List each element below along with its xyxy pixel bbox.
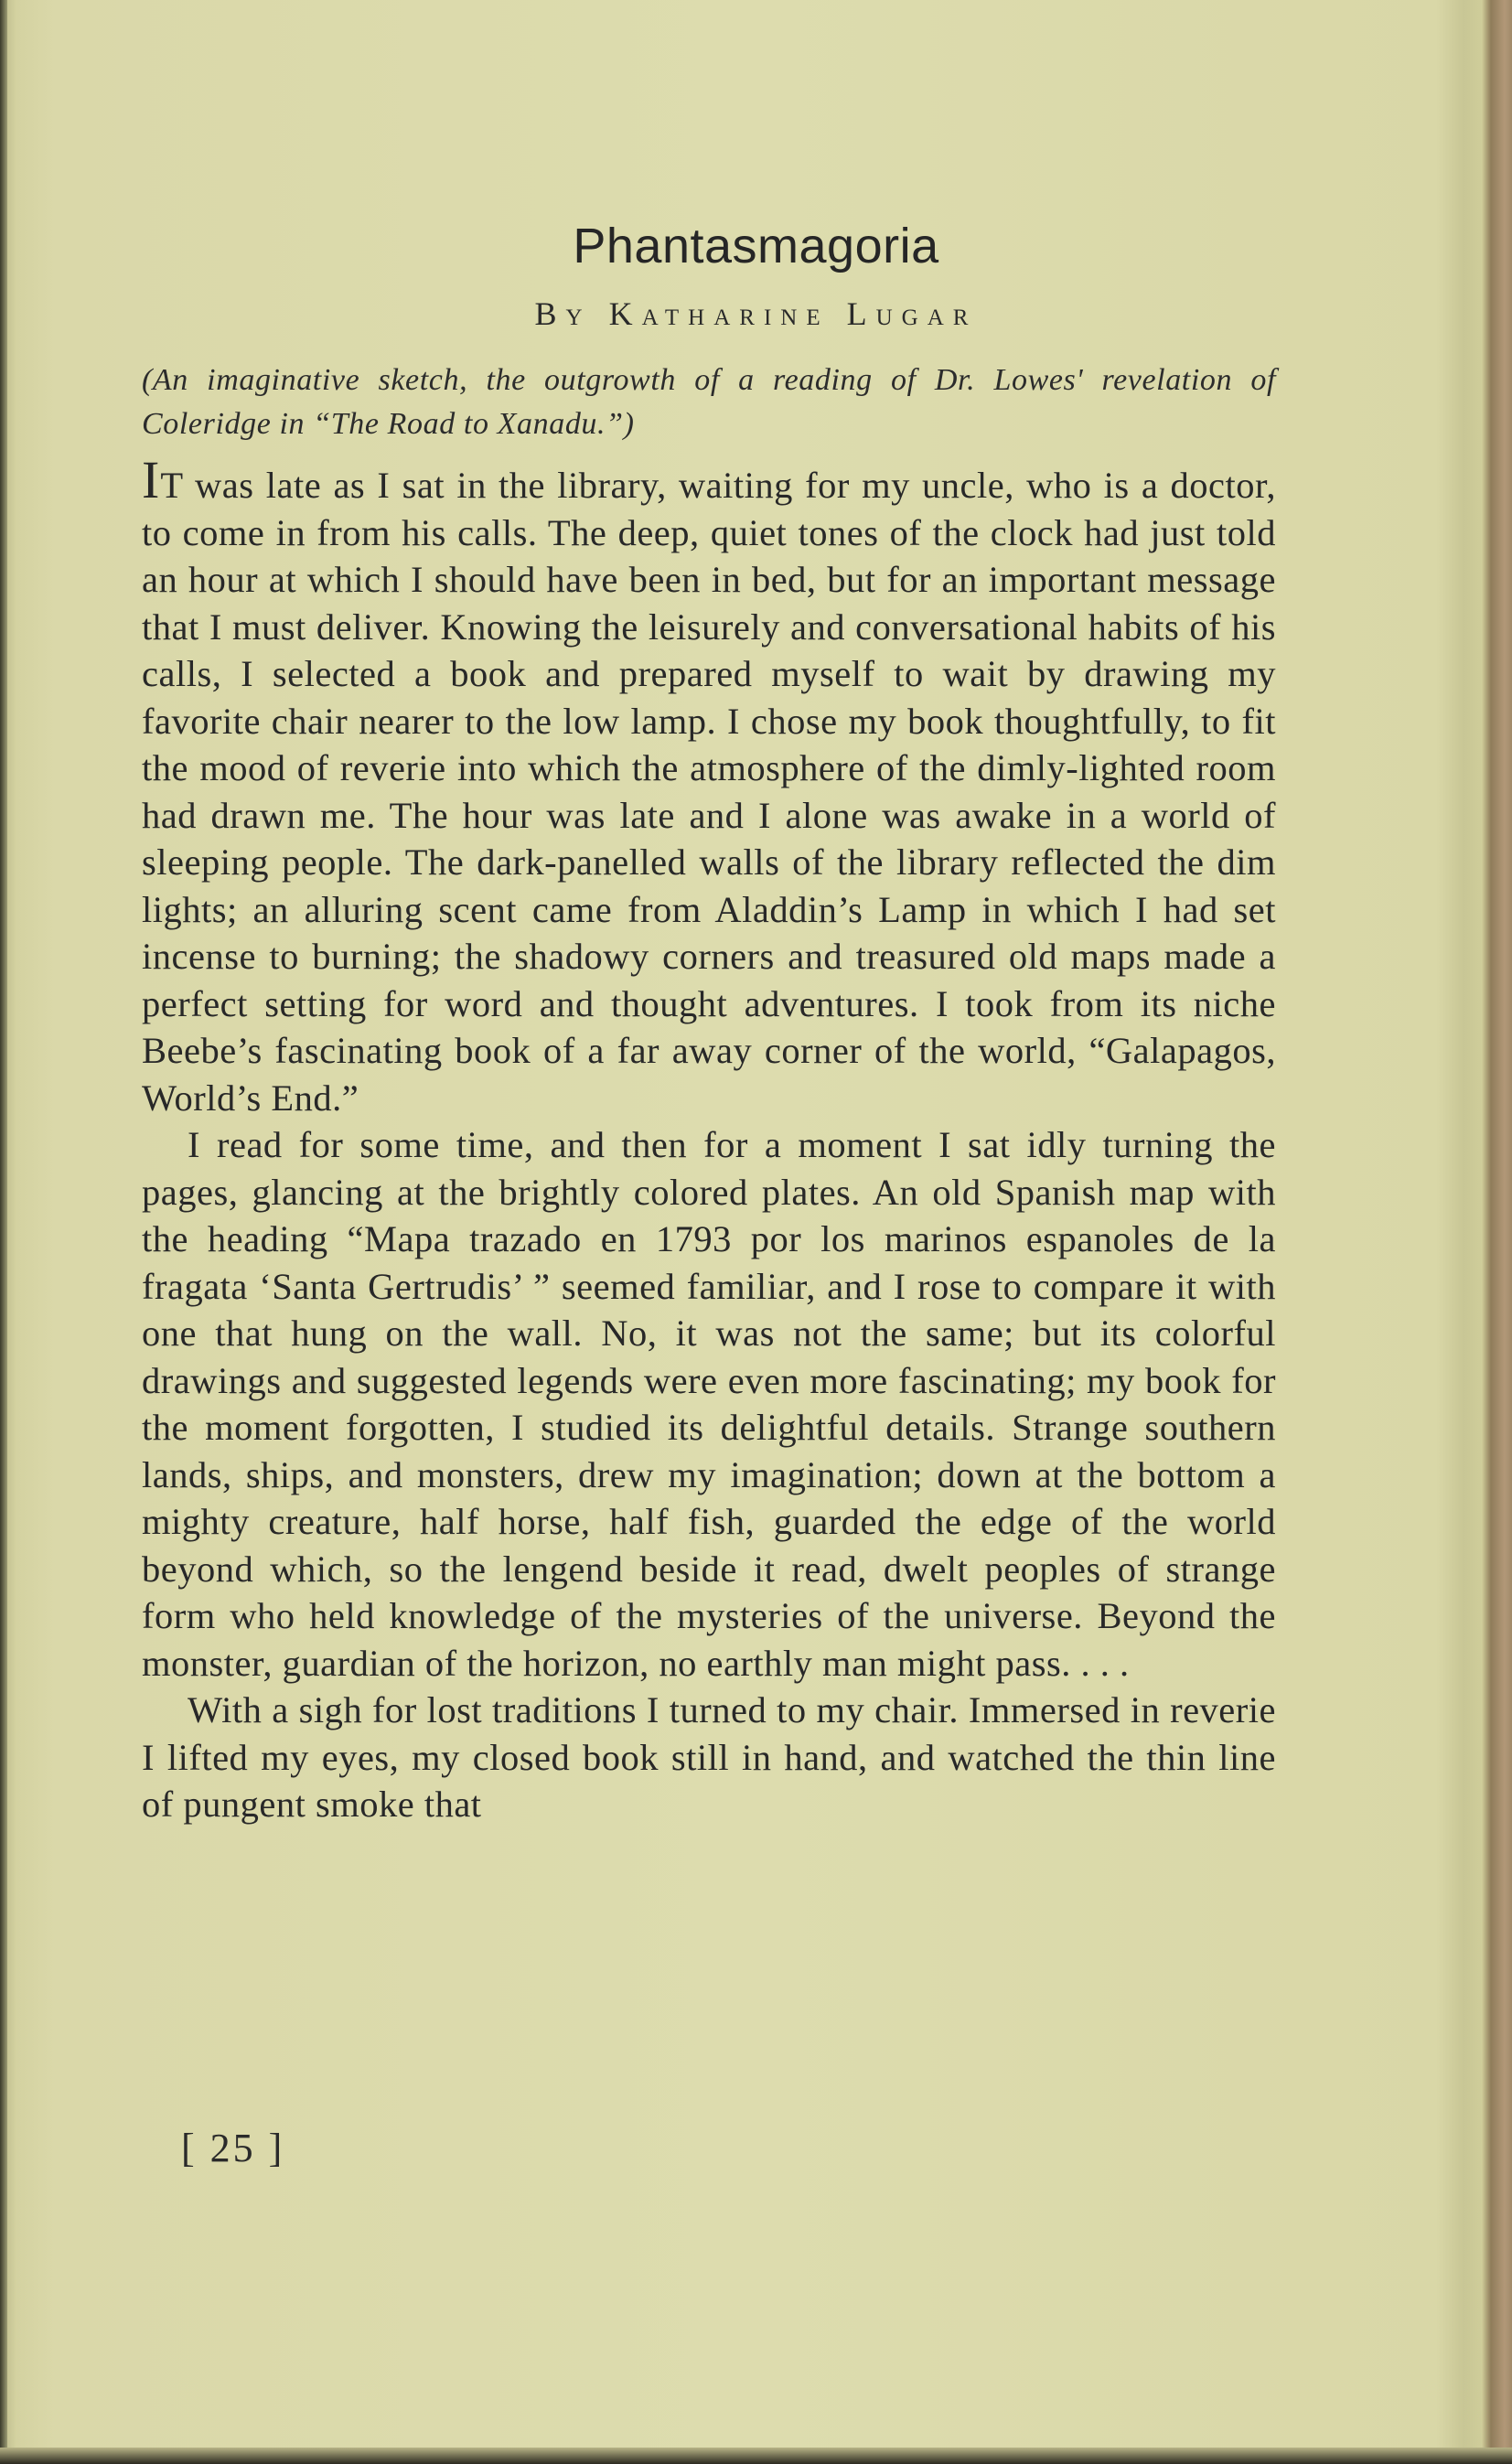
article-title: Phantasmagoria — [573, 219, 939, 273]
article-body — [142, 450, 1276, 1828]
paragraph-1 — [142, 450, 1276, 1121]
page-left-edge — [0, 0, 7, 2464]
page-bottom-edge — [0, 2448, 1512, 2464]
paragraph-2: I read for some time, and then for a moment I sat idly turning the pages, glancing at the brightly colored plates. An old Spanish map with the heading “Mapa trazado en 1793 por los marinos espanoles de la fragata ‘Santa Gertrudis’ ” seemed familiar, and I rose to compare it with one that hung on the wall. No, it was not the same; but its colorful drawings and suggested legends were even more fascinating; my book for the moment forgotten, I studied its delightful details. Strange southern lands, ships, and monsters, drew my imagination; down at the bottom a mighty creature, half horse, half fish, guarded the edge of the world beyond which, so the lengend beside it read, dwelt peoples of strange form who held knowledge of the mysteries of the universe. Beyond the monster, guardian of the horizon, no earthly man might pass. . . . — [142, 1124, 1276, 1684]
article-subtitle: (An imaginative sketch, the outgrowth of a reading of Dr. Lowes' revelation of Coleridge in “The Road to Xanadu.”) — [142, 363, 1276, 441]
article-byline: By Katharine Lugar — [534, 295, 978, 332]
page-number: [ 25 ] — [181, 2126, 285, 2170]
drop-cap: I — [142, 450, 161, 509]
paragraph-1-text: T was late as I sat in the library, waiting for my uncle, who is a doctor, to come in from his calls. The deep, quiet tones of the clock had just told an hour at which I should have been in bed, but for an important message that I must deliver. Knowing the leisurely and conversational habits of his calls, I selected a book and prepared myself to wait by drawing my favorite chair nearer to the low lamp. I chose my book thoughtfully, to fit the mood of reverie into which the atmosphere of the dimly-lighted room had drawn me. The hour was late and I alone was awake in a world of sleeping people. The dark-panelled walls of the library reflected the dim lights; an alluring scent came from Aladdin’s Lamp in which I had set incense to burning; the shadowy corners and treasured old maps made a perfect setting for word and thought adventures. I took from its niche Beebe’s fascinating book of a far away corner of the world, “Galapagos, World’s End.” — [142, 465, 1276, 1119]
paragraph-3: With a sigh for lost traditions I turned to my chair. Immersed in reverie I lifted my eyes, my closed book still in hand, and watched the thin line of pungent smoke that — [142, 1689, 1276, 1825]
